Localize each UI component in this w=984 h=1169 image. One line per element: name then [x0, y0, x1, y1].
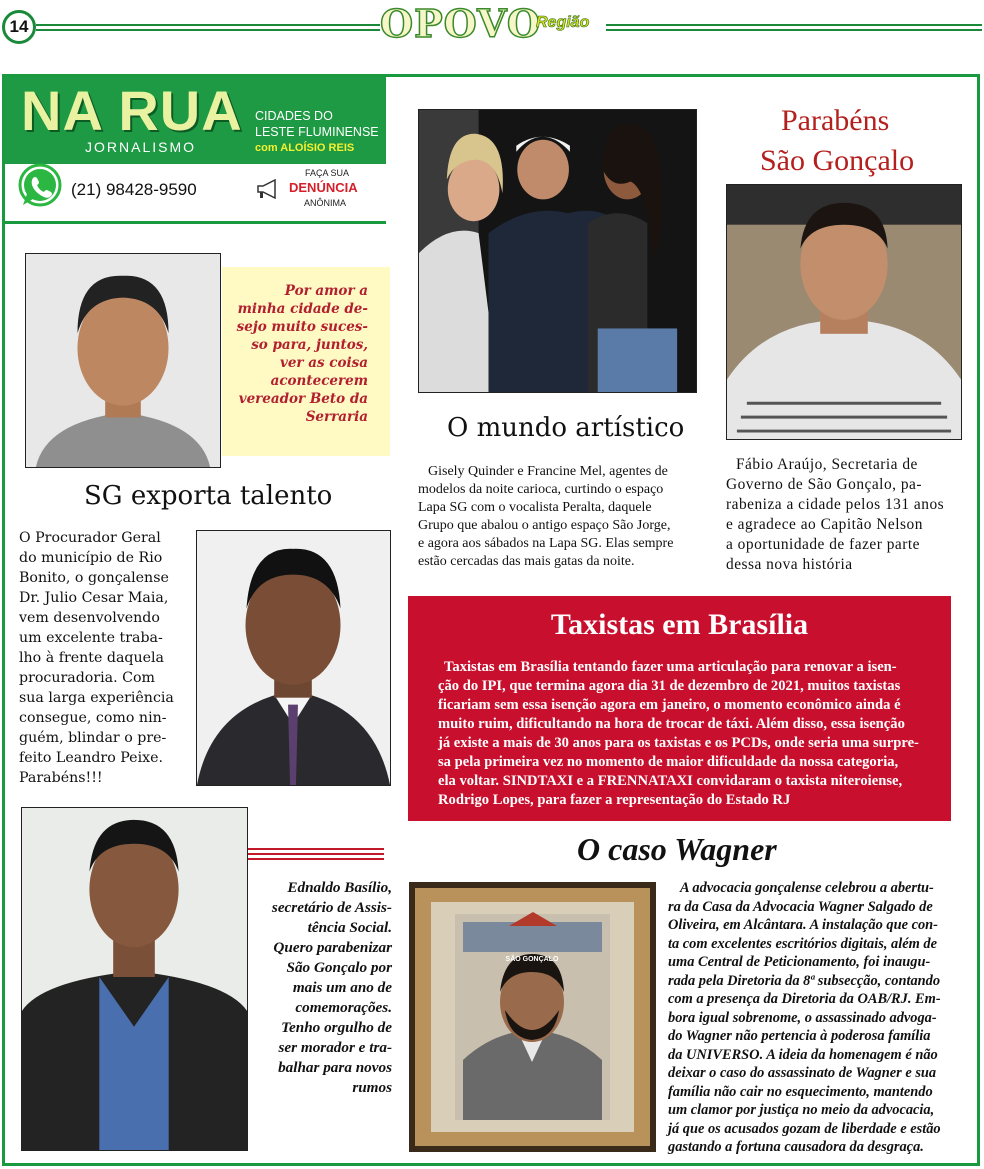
- portrait-placeholder: [727, 185, 961, 439]
- article-line: já existe a mais de 30 anos para os taxistas e os PCDs, onde seria uma surpre-: [438, 735, 919, 751]
- decorative-stripes: [248, 848, 384, 862]
- stripe: [248, 853, 384, 855]
- group-photo-placeholder: [419, 110, 696, 392]
- article-line: Ednaldo Basílio,: [287, 879, 392, 896]
- article-line: sa pela primeira vez no momento de maior dificuldade da nossa categoria,: [438, 754, 899, 770]
- article-line: deixar o caso do assassinato de Wagner e sua: [668, 1065, 937, 1081]
- quote-line: ver as coisa: [280, 355, 368, 371]
- article-line: Governo de São Gonçalo, pa-: [726, 476, 922, 493]
- photo-julio-cesar-maia: [196, 530, 391, 786]
- header-rule-left: [36, 24, 380, 26]
- article-line: sua larga experiência: [19, 690, 174, 706]
- denuncia-line3: ANÔNIMA: [304, 198, 347, 208]
- article-line: gastando a fortuna causadora da desgraça.: [668, 1139, 924, 1155]
- photo-mundo-artistico: [418, 109, 697, 393]
- article-line: ficariam sem essa isenção agora em janeiro, o momento econômico ainda é: [438, 697, 901, 713]
- header-rule-right: [606, 24, 982, 26]
- portrait-placeholder: [22, 808, 247, 1150]
- whatsapp-icon: [15, 161, 65, 211]
- article-line: lho à frente daquela: [19, 650, 165, 666]
- article-line: São Gonçalo por: [286, 959, 392, 976]
- article-line: bora igual sobrenome, o assassinado advoga-: [668, 1009, 937, 1026]
- article-line: da UNIVERSO. A ideia da homenagem é não: [668, 1046, 938, 1063]
- article-line: comemorações.: [295, 999, 392, 1016]
- article-line: do município de Rio: [19, 550, 163, 566]
- article-line: um clamor por justiça no meio da advocacia,: [668, 1102, 935, 1118]
- article-line: rada pela Diretoria da 8ª subsecção, contando: [668, 972, 941, 989]
- article-line: com a presença da Diretoria da OAB/RJ. Em-: [668, 991, 941, 1007]
- article-line: a oportunidade de fazer parte: [726, 536, 920, 553]
- photo-framed-portrait-wagner: [409, 882, 656, 1152]
- article-line: uma Central de Peticionamento, foi inaugu-: [668, 954, 931, 970]
- article-line: e agora aos sábados na Lapa SG. Elas sempre: [418, 536, 674, 551]
- article-line: mais um ano de: [292, 979, 392, 996]
- headline-sg-exporta-talento: SG exporta talento: [84, 481, 333, 511]
- portrait-placeholder: [26, 254, 220, 467]
- article-line: Quero parabenizar: [273, 939, 392, 956]
- page-number: 14: [2, 10, 36, 44]
- framed-portrait-placeholder: [409, 882, 656, 1152]
- article-line: Dr. Julio Cesar Maia,: [19, 590, 169, 606]
- article-ednaldo-basilio: [255, 878, 392, 1098]
- masthead-subtitle: Região: [536, 14, 590, 31]
- frame-label: SÃO GONÇALO: [505, 956, 559, 963]
- article-line: Oliveira, em Alcântara. A instalação que con-: [668, 917, 938, 933]
- article-line: vem desenvolvendo: [19, 610, 160, 626]
- article-caso-wagner: [668, 879, 960, 1157]
- masthead: [380, 1, 604, 46]
- quote-beto: [228, 282, 368, 426]
- article-line: modelos da noite carioca, curtindo o espaço: [418, 482, 664, 497]
- quote-line: sejo muito suces-: [236, 319, 368, 335]
- portrait-placeholder: [197, 531, 390, 785]
- article-line: ra da Casa da Advocacia Wagner Salgado de: [668, 898, 933, 915]
- column-cities-line1: CIDADES DO: [255, 109, 333, 123]
- quote-line: acontecerem: [270, 373, 368, 389]
- quote-line: vereador Beto da: [238, 391, 368, 407]
- article-line: rabeniza a cidade pelos 131 anos: [726, 496, 945, 513]
- photo-fabio-araujo: [726, 184, 962, 440]
- denuncia-line2: DENÚNCIA: [289, 180, 358, 195]
- article-sg-exporta-talento: [19, 528, 179, 788]
- article-line: Bonito, o gonçalense: [19, 570, 169, 586]
- column-header-banner: [5, 77, 386, 164]
- headline-caso-wagner: O caso Wagner: [577, 831, 777, 867]
- quote-line: Por amor a: [284, 283, 368, 299]
- article-line: um excelente traba-: [19, 630, 163, 646]
- headline-parabens-line2: São Gonçalo: [760, 144, 915, 177]
- article-line: ela voltar. SINDTAXI e a FRENNATAXI convidaram o taxista niteroiense,: [438, 773, 903, 789]
- article-line: estão cercadas das mais gatas da noite.: [418, 554, 635, 569]
- stripe: [248, 858, 384, 860]
- article-line: muito ruim, dificultando na hora de trocar de táxi. Além disso, essa isenção: [438, 716, 905, 732]
- headline-taxistas: Taxistas em Brasília: [550, 608, 809, 641]
- article-line: Taxistas em Brasília tentando fazer uma articulação para renovar a isen-: [444, 659, 897, 675]
- quote-line: Serraria: [305, 409, 368, 425]
- header-rule-left-2: [36, 29, 380, 31]
- article-line: A advocacia gonçalense celebrou a abertu-: [680, 880, 934, 896]
- article-line: O Procurador Geral: [19, 530, 161, 546]
- article-line: Gisely Quinder e Francine Mel, agentes de: [428, 464, 668, 479]
- article-parabens: [726, 455, 962, 575]
- contact-phone: (21) 98428-9590: [71, 180, 197, 199]
- article-taxistas: [438, 658, 936, 810]
- article-line: família não cair no esquecimento, mantendo: [668, 1083, 933, 1100]
- article-line: tência Social.: [307, 919, 392, 936]
- article-line: consegue, como nin-: [19, 710, 167, 726]
- article-line: Rodrigo Lopes, para fazer a representação do Estado RJ: [438, 792, 791, 808]
- quote-line: so para, juntos,: [251, 337, 368, 353]
- column-author: com ALOÍSIO REIS: [255, 142, 355, 154]
- denuncia-line1: FAÇA SUA: [305, 168, 350, 178]
- article-line: ção do IPI, que termina agora dia 31 de dezembro de 2021, muitos taxistas: [438, 678, 901, 694]
- article-line: e agradece ao Capitão Nelson: [726, 516, 923, 533]
- quote-line: minha cidade de-: [237, 301, 368, 317]
- article-line: Lapa SG com o vocalista Peralta, daquele: [418, 500, 652, 515]
- article-line: já que os acusados gozam de liberdade e estão: [668, 1120, 941, 1137]
- masthead-title: OPOVO: [380, 1, 542, 46]
- column-header-rule: [5, 221, 386, 224]
- article-line: ser morador e tra-: [278, 1039, 392, 1056]
- header-rule-right-2: [606, 29, 982, 31]
- taxistas-box: [408, 596, 951, 821]
- article-line: Fábio Araújo, Secretaria de: [736, 456, 918, 473]
- article-line: Parabéns!!!: [19, 770, 103, 786]
- article-line: ta com excelentes escritórios digitais, além de: [668, 935, 937, 952]
- column-cities-line2: LESTE FLUMINENSE: [255, 125, 379, 139]
- photo-beto-da-serraria: [25, 253, 221, 468]
- article-line: do Wagner não pertencia à poderosa família: [668, 1028, 931, 1044]
- article-line: Tenho orgulho de: [281, 1019, 392, 1036]
- article-line: rumos: [352, 1079, 392, 1096]
- stripe: [248, 848, 384, 850]
- headline-mundo-artistico: O mundo artístico: [447, 413, 685, 443]
- headline-parabens-line1: Parabéns: [781, 104, 890, 137]
- article-line: dessa nova história: [726, 556, 853, 573]
- article-line: guém, blindar o pre-: [19, 730, 167, 746]
- article-line: feito Leandro Peixe.: [19, 750, 164, 766]
- article-mundo-artistico: [418, 463, 698, 571]
- article-line: Grupo que abalou o antigo espaço São Jorge,: [418, 518, 671, 533]
- megaphone-icon: [255, 179, 281, 199]
- article-line: balhar para novos: [278, 1059, 392, 1076]
- article-line: secretário de Assis-: [271, 899, 392, 916]
- article-line: procuradoria. Com: [19, 670, 156, 686]
- column-title: NA RUA: [21, 79, 243, 142]
- photo-ednaldo-basilio: [21, 807, 248, 1151]
- column-header-box: [5, 77, 386, 227]
- column-subtitle: JORNALISMO: [85, 139, 197, 155]
